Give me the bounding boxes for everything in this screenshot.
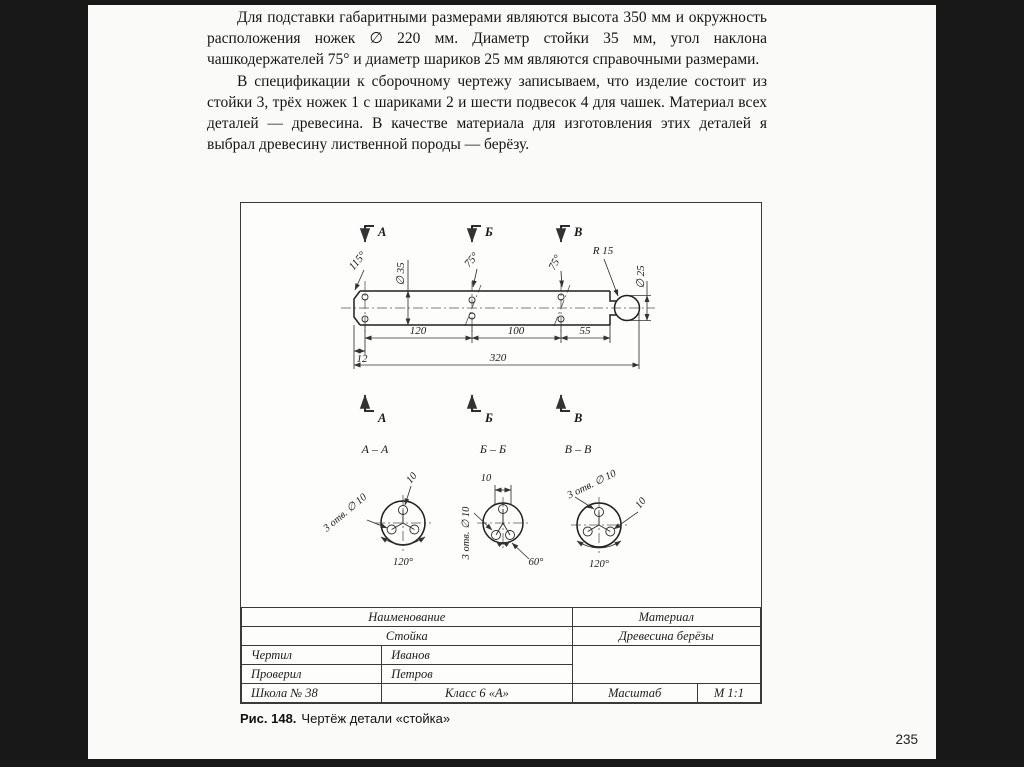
title-block-empty-cell — [572, 646, 760, 684]
drew-label-cell: Чертил — [242, 646, 382, 665]
section-view-bb — [461, 442, 544, 568]
dim-55: 55 — [579, 325, 591, 337]
dimension-angle-115 — [347, 249, 369, 290]
svg-text:115°: 115° — [346, 249, 369, 273]
cut-label-a-bottom: А — [378, 411, 387, 425]
dimension-dia-35 — [395, 260, 408, 325]
figure-caption-label: Рис. 148. — [240, 711, 297, 726]
cut-line-b-bottom — [472, 395, 493, 425]
checked-value-cell: Петров — [382, 665, 572, 684]
title-block-row-values — [242, 627, 761, 646]
technical-drawing-svg — [241, 203, 761, 606]
svg-text:75°: 75° — [462, 250, 482, 270]
material-value-cell: Древесина берёзы — [572, 627, 760, 646]
dim-100: 100 — [507, 325, 525, 337]
holes-note-aa: 3 отв. ∅ 10 — [321, 491, 370, 535]
figure-caption-text: Чертёж детали «стойка» — [301, 711, 451, 726]
class-cell: Класс 6 «А» — [382, 684, 572, 703]
svg-text:∅ 35: ∅ 35 — [395, 262, 407, 286]
dim-320: 320 — [489, 352, 507, 364]
svg-text:R 15: R 15 — [592, 245, 614, 257]
paragraph-dimensions: Для подставки габаритными размерами являются высота 350 мм и окружность расположения ножек ∅ 220 мм. Диаметр стойки 35 мм, угол наклона чашкодержателей 75° и диаметр шариков 25 мм являются справочными размерами. — [207, 9, 767, 69]
cut-label-v-bottom: В — [574, 411, 583, 425]
cut-label-v-top: В — [574, 225, 583, 239]
dimension-lengths — [354, 313, 639, 369]
dim-12: 12 — [356, 353, 368, 365]
cut-line-v-bottom — [561, 395, 582, 425]
checked-label-cell: Проверил — [242, 665, 382, 684]
section-title-aa: А – А — [361, 442, 389, 456]
dimension-dia-25 — [629, 265, 651, 321]
title-block-row-school — [242, 684, 761, 703]
page-number: 235 — [895, 732, 918, 747]
paragraph-specification: В спецификации к сборочному чертежу записываем, что изделие состоит из стойки 3, трёх ножек 1 с шариками 2 и шести подвесок 4 для чашек. Материал всех деталей — древесина. В качестве материала для изготовления этих деталей я выбрал древесину лиственной породы — берёзу. — [207, 72, 767, 154]
drew-value-cell: Иванов — [382, 646, 572, 665]
dimension-angle-75-v — [546, 252, 564, 287]
angle-60-bb: 60° — [528, 557, 544, 568]
scale-value-cell: М 1:1 — [697, 684, 760, 703]
angle-120-aa: 120° — [393, 557, 413, 568]
section-view-aa — [321, 442, 431, 568]
material-header-cell: Материал — [572, 608, 760, 627]
figure-caption — [240, 711, 450, 726]
offset-10-vv: 10 — [633, 495, 649, 511]
dim-120: 120 — [409, 325, 427, 337]
offset-10-aa: 10 — [404, 470, 420, 486]
title-block-row-headers — [242, 608, 761, 627]
angle-120-vv: 120° — [589, 559, 609, 570]
title-block-row-drew — [242, 646, 761, 665]
title-block-table — [241, 607, 761, 703]
textbook-page — [88, 5, 936, 759]
name-value-cell: Стойка — [242, 627, 573, 646]
section-view-vv — [565, 442, 649, 570]
scale-label-cell: Масштаб — [572, 684, 697, 703]
main-view — [341, 281, 655, 335]
section-title-bb: Б – Б — [479, 442, 507, 456]
holes-note-vv: 3 отв. ∅ 10 — [565, 468, 619, 502]
cut-line-a-bottom — [365, 395, 386, 425]
name-header-cell: Наименование — [242, 608, 573, 627]
holes-note-bb: 3 отв. ∅ 10 — [461, 506, 472, 560]
cut-label-a-top: А — [378, 225, 387, 239]
cut-label-b-bottom: Б — [485, 411, 493, 425]
cut-line-b-top — [472, 225, 493, 242]
body-text — [207, 7, 767, 156]
section-title-vv: В – В — [564, 442, 592, 456]
svg-text:∅ 25: ∅ 25 — [635, 265, 647, 289]
svg-text:75°: 75° — [546, 252, 565, 273]
figure-box — [240, 202, 762, 704]
cut-label-b-top: Б — [485, 225, 493, 239]
dimension-r-15 — [592, 245, 618, 296]
cut-line-v-top — [561, 225, 582, 242]
offset-10-bb: 10 — [480, 473, 492, 484]
cut-line-a-top — [365, 225, 386, 242]
school-cell: Школа № 38 — [242, 684, 382, 703]
